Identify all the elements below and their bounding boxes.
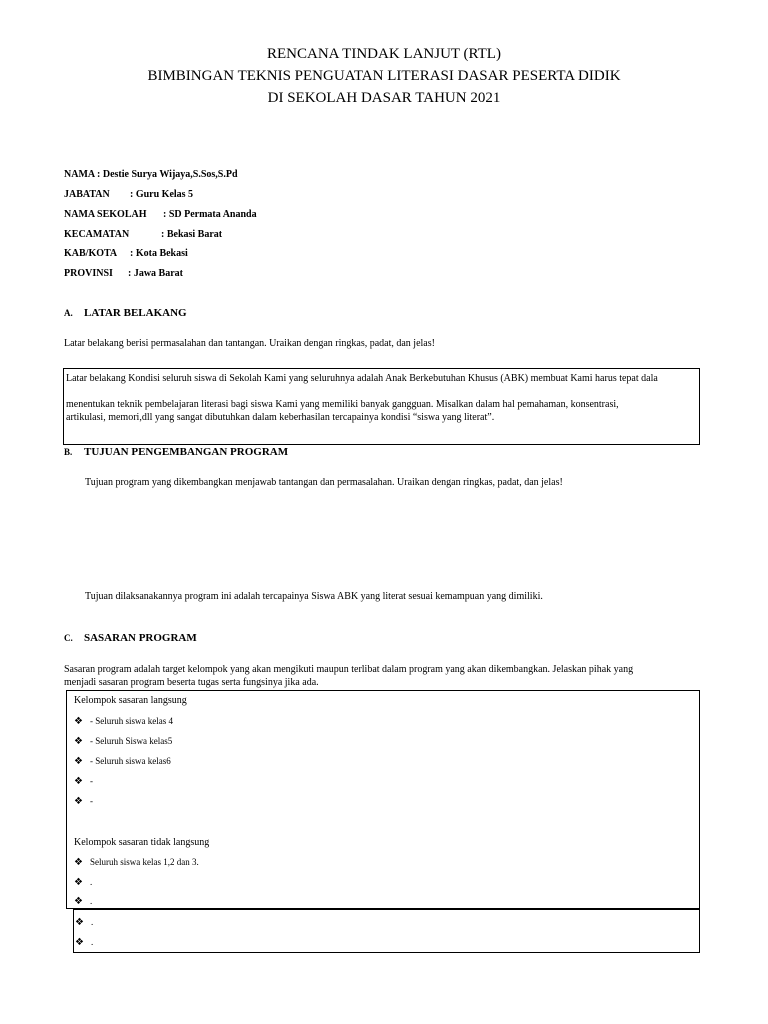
section-c-heading	[64, 631, 197, 645]
diamond-bullet-icon: ❖	[74, 877, 83, 888]
sekolah-value: : SD Permata Ananda	[163, 209, 257, 220]
indirect-item: ❖ .	[74, 877, 93, 888]
identity-sekolah	[64, 208, 257, 222]
provinsi-value: : Jawa Barat	[128, 268, 183, 279]
section-c-letter: C.	[64, 633, 73, 643]
direct-item: ❖ - Seluruh siswa kelas 4	[74, 716, 173, 727]
identity-kabkota	[64, 247, 188, 261]
diamond-bullet-icon: ❖	[74, 796, 83, 807]
latar-belakang-box	[63, 368, 700, 445]
kabkota-label: KAB/KOTA	[64, 248, 118, 259]
latar-belakang-line-3: artikulasi, memori,dll yang sangat dibutuhkan dalam keberhasilan tercapainya kondisi “siswa yang literat”.	[66, 412, 495, 423]
doc-title-line-2: BIMBINGAN TEKNIS PENGUATAN LITERASI DASAR PESERTA DIDIK	[147, 68, 621, 84]
sasaran-continuation-box	[73, 909, 700, 953]
section-a-instruction: Latar belakang berisi permasalahan dan tantangan. Uraikan dengan ringkas, padat, dan jelas!	[64, 338, 435, 349]
direct-item: ❖ -	[74, 796, 93, 807]
sasaran-box	[66, 690, 700, 909]
section-b-instruction: Tujuan program yang dikembangkan menjawab tantangan dan permasalahan. Uraikan dengan ringkas, padat, dan jelas!	[85, 477, 563, 488]
diamond-bullet-icon: ❖	[75, 937, 84, 948]
direct-group-title: Kelompok sasaran langsung	[74, 695, 187, 706]
indirect-item: ❖ .	[74, 896, 93, 907]
section-a-letter: A.	[64, 308, 73, 318]
identity-jabatan	[64, 188, 193, 202]
identity-nama: NAMA : Destie Surya Wijaya,S.Sos,S.Pd	[64, 169, 238, 180]
direct-item: ❖ - Seluruh Siswa kelas5	[74, 736, 173, 747]
sekolah-label: NAMA SEKOLAH	[64, 209, 147, 220]
kabkota-value: : Kota Bekasi	[130, 248, 188, 259]
diamond-bullet-icon: ❖	[74, 756, 83, 767]
section-a-title: LATAR BELAKANG	[84, 307, 187, 319]
diamond-bullet-icon: ❖	[74, 716, 83, 727]
section-c-title: SASARAN PROGRAM	[84, 632, 197, 644]
kecamatan-value: : Bekasi Barat	[161, 229, 223, 240]
diamond-bullet-icon: ❖	[74, 896, 83, 907]
section-c-instruction-line-2: menjadi sasaran program beserta tugas serta fungsinya jika ada.	[64, 677, 319, 688]
diamond-bullet-icon: ❖	[74, 857, 83, 868]
doc-title-line-1: RENCANA TINDAK LANJUT (RTL)	[267, 46, 501, 62]
jabatan-label: JABATAN	[64, 189, 110, 200]
direct-item: ❖ -	[74, 776, 93, 787]
diamond-bullet-icon: ❖	[75, 917, 84, 928]
section-b-title: TUJUAN PENGEMBANGAN PROGRAM	[84, 446, 289, 458]
section-b-letter: B.	[64, 447, 73, 457]
section-b-heading	[64, 445, 288, 459]
provinsi-label: PROVINSI	[64, 268, 113, 279]
indirect-item: ❖ .	[75, 937, 94, 948]
indirect-item: ❖ .	[75, 917, 94, 928]
section-a-heading	[64, 306, 187, 320]
identity-provinsi	[64, 267, 183, 281]
section-c-instruction-line-1: Sasaran program adalah target kelompok yang akan mengikuti maupun terlibat dalam program yang akan dikembangkan. Jelaskan pihak yang	[64, 664, 634, 675]
indirect-item: ❖ Seluruh siswa kelas 1,2 dan 3.	[74, 857, 199, 868]
jabatan-value: : Guru Kelas 5	[130, 189, 194, 200]
indirect-group-title: Kelompok sasaran tidak langsung	[74, 837, 210, 848]
identity-kecamatan	[64, 228, 222, 242]
kecamatan-label: KECAMATAN	[64, 229, 130, 240]
latar-belakang-line-1: Latar belakang Kondisi seluruh siswa di Sekolah Kami yang seluruhnya adalah Anak Berkebutuhan Khusus (ABK) membuat Kami harus tepat dala	[66, 373, 658, 384]
diamond-bullet-icon: ❖	[74, 736, 83, 747]
direct-item: ❖ - Seluruh siswa kelas6	[74, 756, 171, 767]
diamond-bullet-icon: ❖	[74, 776, 83, 787]
latar-belakang-line-2: menentukan teknik pembelajaran literasi bagi siswa Kami yang memiliki banyak gangguan. Misalkan dalam hal pemahaman, konsentrasi,	[66, 399, 619, 410]
doc-title-line-3: DI SEKOLAH DASAR TAHUN 2021	[267, 90, 501, 106]
section-b-answer: Tujuan dilaksanakannya program ini adalah tercapainya Siswa ABK yang literat sesuai kemampuan yang dimiliki.	[85, 591, 543, 602]
